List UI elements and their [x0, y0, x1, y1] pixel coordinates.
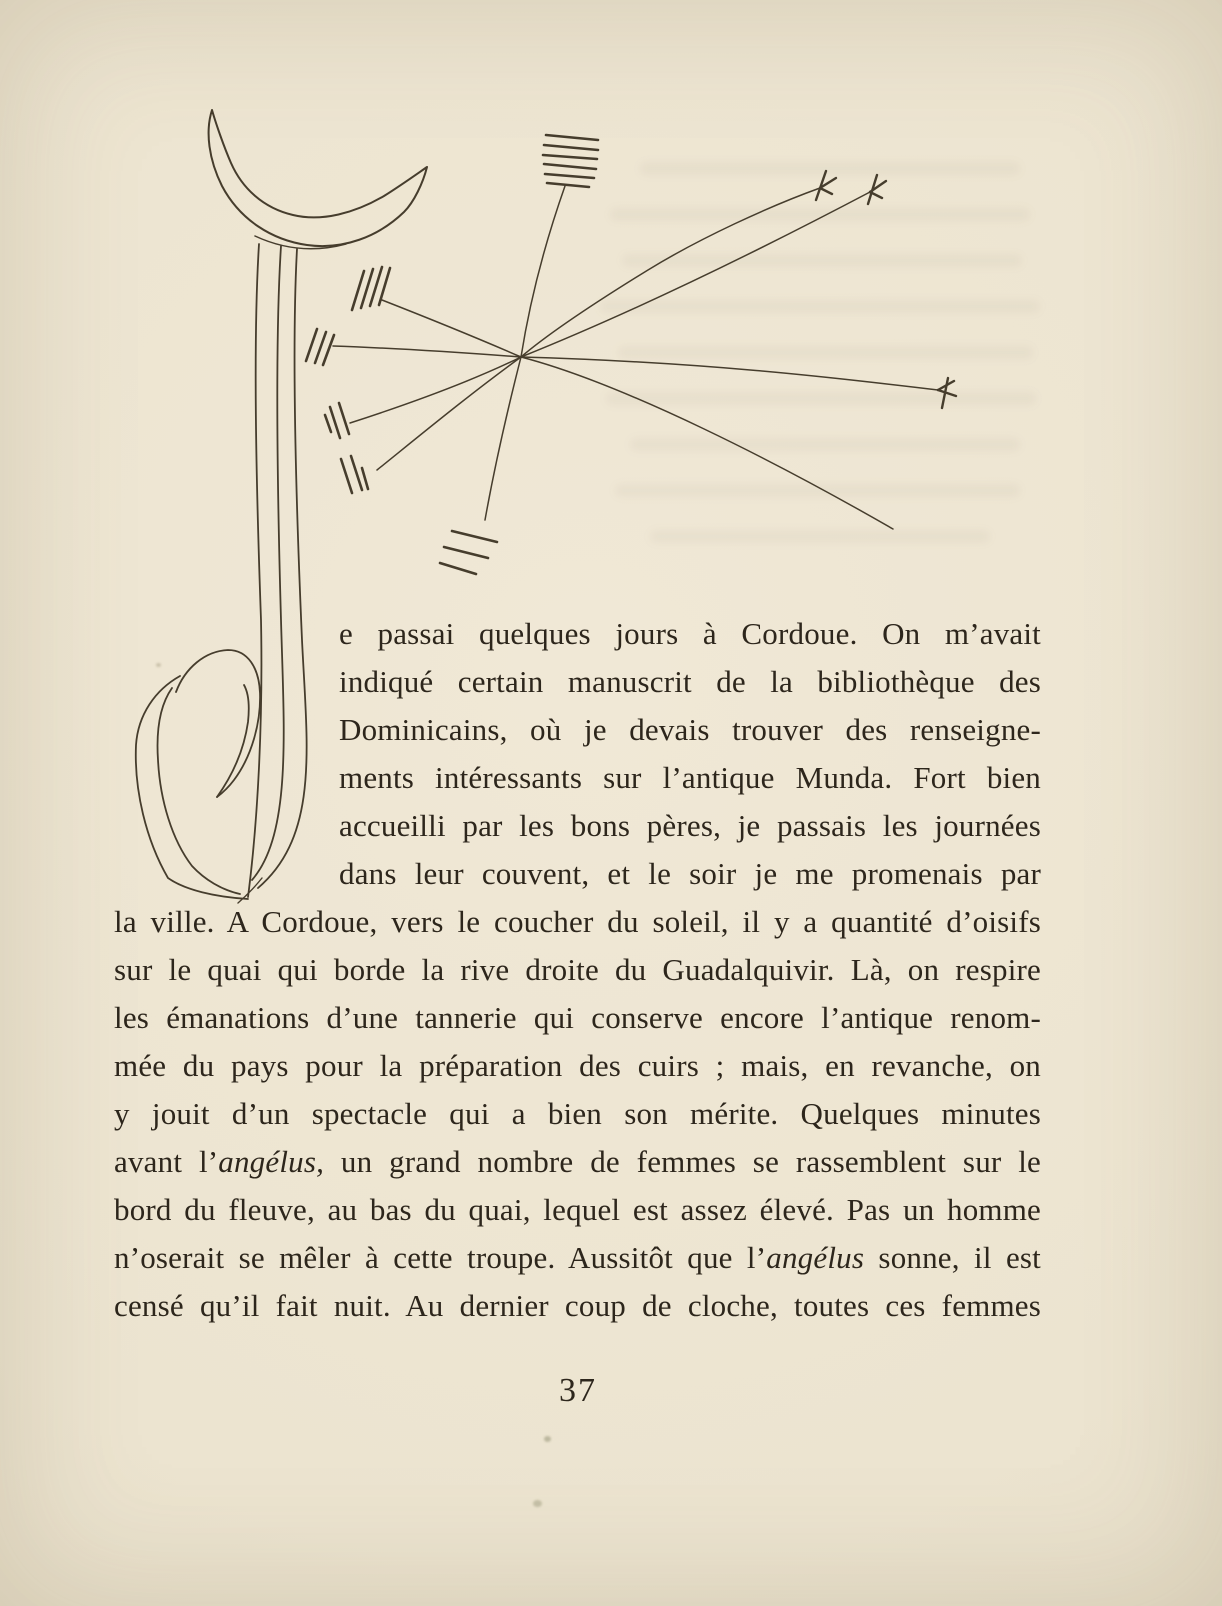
text-segment: dans leur couvent, et le soir je me promenais par: [339, 856, 1041, 891]
text-line: [114, 1090, 1041, 1138]
text-line: [114, 898, 1041, 946]
text-segment: y jouit d’un spectacle qui a bien son mérite. Quelques minutes: [114, 1096, 1041, 1131]
italic-segment: angélus,: [218, 1144, 325, 1179]
starburst-rays: [333, 186, 938, 529]
text-segment: e passai quelques jours à Cordoue. On m’avait: [339, 616, 1041, 651]
page-number: 37: [559, 1372, 597, 1409]
text-line: [114, 1186, 1041, 1234]
text-segment: un grand nombre de femmes se rassemblent sur le: [324, 1144, 1041, 1179]
text-segment: censé qu’il fait nuit. Au dernier coup de cloche, toutes ces femmes: [114, 1288, 1041, 1323]
text-line: [339, 610, 1041, 658]
text-segment: ments intéressants sur l’antique Munda. Fort bien: [339, 760, 1041, 795]
text-line: [114, 1234, 1041, 1282]
text-segment: sonne, il est: [864, 1240, 1041, 1275]
text-segment: avant l’: [114, 1144, 219, 1179]
paper-speck: [156, 663, 161, 667]
text-line: [339, 802, 1041, 850]
italic-segment: angélus: [766, 1240, 865, 1275]
bird-foot-marks: [816, 171, 956, 408]
text-segment: n’oserait se mêler à cette troupe. Aussitôt que l’: [114, 1240, 767, 1275]
text-line: [114, 1138, 1041, 1186]
text-segment: la ville. A Cordoue, vers le coucher du soleil, il y a quantité d’oisifs: [114, 904, 1041, 939]
crescent-shape: [209, 110, 427, 249]
text-segment: bord du fleuve, au bas du quai, lequel est assez élevé. Pas un homme: [114, 1192, 1041, 1227]
body-text: [114, 610, 1041, 1330]
text-segment: accueilli par les bons pères, je passais les journées: [339, 808, 1041, 843]
text-line: [339, 850, 1041, 898]
text-line: [114, 1042, 1041, 1090]
text-segment: mée du pays pour la préparation des cuirs ; mais, en revanche, on: [114, 1048, 1041, 1083]
text-segment: Dominicains, où je devais trouver des renseigne-: [339, 712, 1041, 747]
hatch-marks: [306, 135, 598, 574]
paper-speck: [544, 1436, 551, 1442]
text-segment: indiqué certain manuscrit de la bibliothèque des: [339, 664, 1041, 699]
text-segment: les émanations d’une tannerie qui conserve encore l’antique renom-: [114, 1000, 1041, 1035]
text-line: [339, 706, 1041, 754]
text-line: [114, 1282, 1041, 1330]
text-line: [339, 754, 1041, 802]
text-line: [339, 658, 1041, 706]
paper-speck: [533, 1500, 542, 1507]
text-segment: sur le quai qui borde la rive droite du Guadalquivir. Là, on respire: [114, 952, 1041, 987]
text-line: [114, 946, 1041, 994]
text-line: [114, 994, 1041, 1042]
